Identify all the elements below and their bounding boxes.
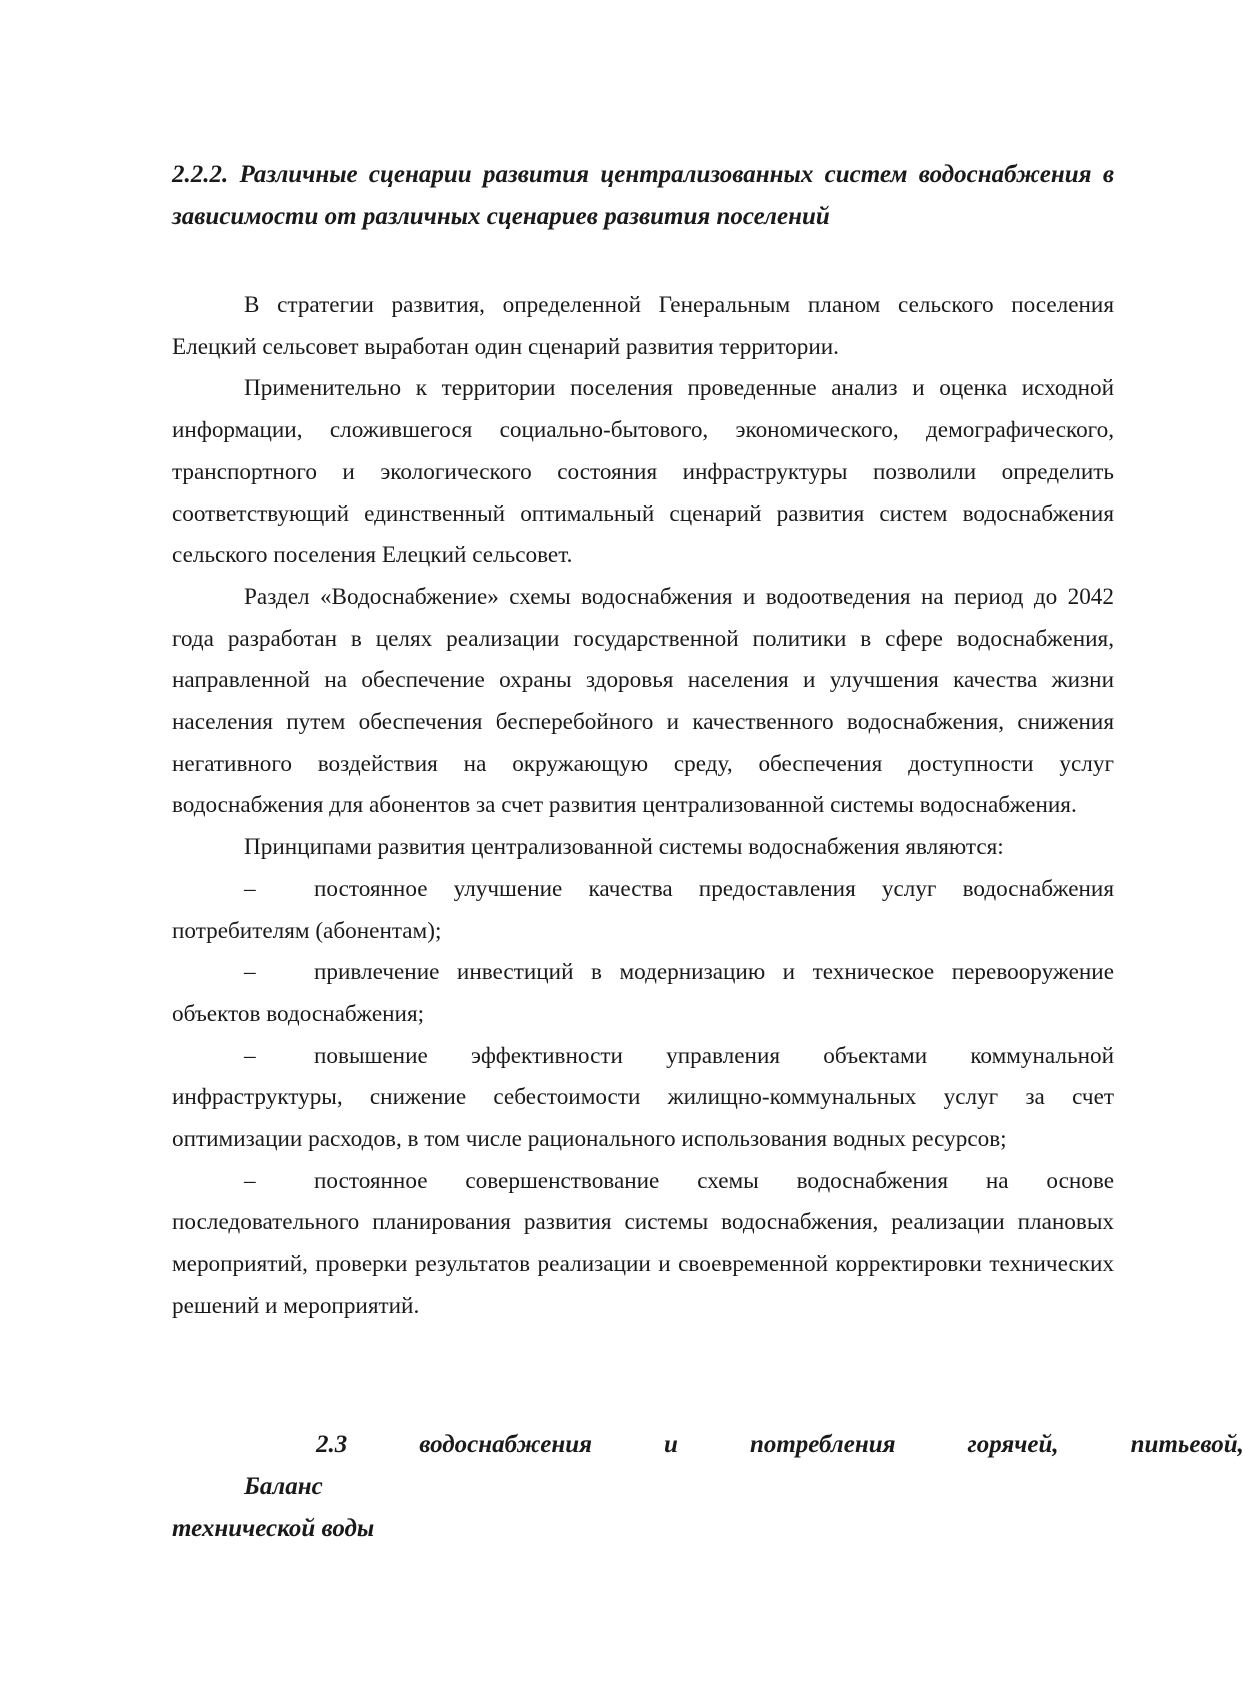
heading-line xyxy=(172,1424,1244,1508)
paragraph: В стратегии развития, определенной Генеральным планом сельского поселения Елецкий сельсовет выработан один сценарий развития территории. xyxy=(172,292,1114,360)
list-item-text: постоянное улучшение качества предоставления услуг водоснабжения потребителям (абонентам); xyxy=(172,875,1114,944)
section-heading-2-3 xyxy=(172,1424,1244,1550)
list-item xyxy=(172,952,1114,1035)
paragraph: Раздел «Водоснабжение» схемы водоснабжения и водоотведения на период до 2042 года разработан в целях реализации государственной политики в сфере водоснабжения, направленной на обеспечение охраны здоровья населения и улучшения качества жизни населения путем обеспечения бесперебойного и качественного водоснабжения, снижения негативного воздействия на окружающую среду, обеспечения доступности услуг водоснабжения для абонентов за счет развития централизованной системы водоснабжения. xyxy=(172,583,1114,819)
section-heading-2-2-2: 2.2.2. Различные сценарии развития централизованных систем водоснабжения в зависимости от различных сценариев развития поселений xyxy=(172,161,1114,230)
list-item xyxy=(172,869,1114,952)
heading-word: и xyxy=(664,1431,678,1458)
heading-word: горячей, xyxy=(967,1431,1059,1458)
heading-word: водоснабжения xyxy=(419,1431,593,1458)
heading-word: 2.3 Баланс xyxy=(244,1431,348,1500)
heading-line: технической воды xyxy=(172,1515,375,1542)
paragraph: Применительно к территории поселения проведенные анализ и оценка исходной информации, сложившегося социально-бытового, экономического, демографического, транспортного и экологического состояния инфраструктуры позволили определить соответствующий единственный оптимальный сценарий развития систем водоснабжения сельского поселения Елецкий сельсовет. xyxy=(172,375,1114,569)
list-item-text: повышение эффективности управления объектами коммунальной инфраструктуры, снижение себестоимости жилищно-коммунальных услуг за счет оптимизации расходов, в том числе рационального использования водных ресурсов; xyxy=(172,1042,1114,1153)
list-item-text: привлечение инвестиций в модернизацию и техническое перевооружение объектов водоснабжения; xyxy=(172,959,1114,1027)
heading-word: питьевой, xyxy=(1130,1431,1244,1458)
list-dash: – xyxy=(244,1042,256,1069)
list-item xyxy=(172,1036,1114,1161)
body-text xyxy=(172,285,1114,1328)
list-dash: – xyxy=(244,1167,256,1194)
list-dash: – xyxy=(244,959,256,986)
heading-word: потребления xyxy=(749,1431,896,1458)
list-item-text: постоянное совершенствование схемы водоснабжения на основе последовательного планирования развития системы водоснабжения, реализации плановых мероприятий, проверки результатов реализации и своевременной корректировки технических решений и мероприятий. xyxy=(172,1167,1114,1319)
paragraph: Принципами развития централизованной системы водоснабжения являются: xyxy=(244,834,1004,861)
list-dash: – xyxy=(244,875,256,902)
list-item xyxy=(172,1161,1114,1328)
